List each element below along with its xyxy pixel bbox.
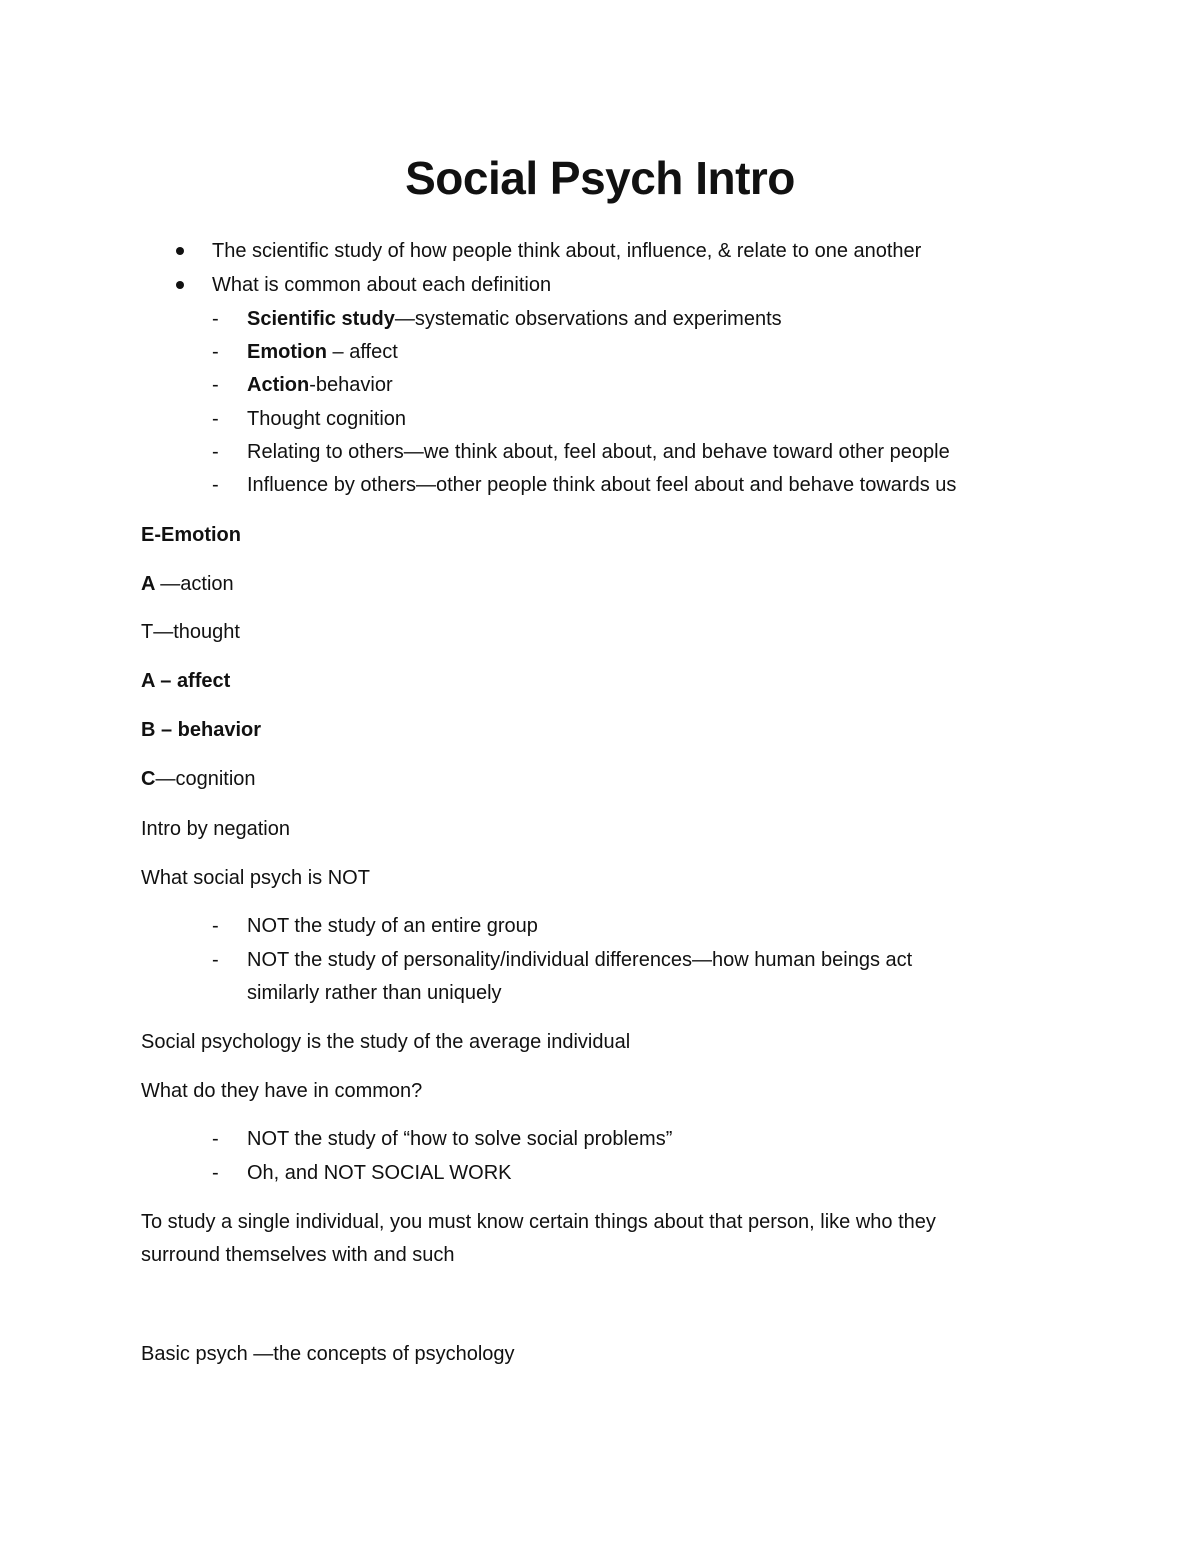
dash-marker: - xyxy=(212,441,219,463)
term-action: Action xyxy=(247,374,310,396)
basic-psych: Basic psych —the concepts of psychology xyxy=(141,1343,515,1365)
bullet-dot xyxy=(176,247,184,255)
dash-marker: - xyxy=(212,1162,219,1184)
dash-marker: - xyxy=(212,374,219,396)
abc-b-line xyxy=(141,716,261,744)
eat-t-term: T xyxy=(141,621,154,643)
eat-t-rest: —thought xyxy=(153,621,240,643)
not-heading: What social psych is NOT xyxy=(141,867,370,889)
term-scientific-study: Scientific study xyxy=(247,308,395,330)
bullet-common: What is common about each definition xyxy=(212,274,552,296)
desc-action: -behavior xyxy=(309,374,393,396)
single-individual-line-2: surround themselves with and such xyxy=(141,1244,455,1266)
desc-scientific-study: —systematic observations and experiments xyxy=(394,308,782,330)
common-question: What do they have in common? xyxy=(141,1080,423,1102)
eat-a-rest: —action xyxy=(160,573,234,595)
abc-c-line xyxy=(141,765,256,793)
abc-c-term: C xyxy=(141,768,156,790)
abc-c-rest: —cognition xyxy=(155,768,256,790)
abc-b-term: B – behavior xyxy=(141,719,262,741)
dash-marker: - xyxy=(212,915,219,937)
eat-t-line xyxy=(141,618,240,646)
sub-item-influence: Influence by others—other people think about feel about and behave towards us xyxy=(247,474,957,496)
bullet-dot xyxy=(176,281,184,289)
dash-marker: - xyxy=(212,408,219,430)
not-item-personality: NOT the study of personality/individual differences—how human beings act xyxy=(247,949,913,971)
abc-a-term: A – affect xyxy=(141,670,231,692)
page-title: Social Psych Intro xyxy=(405,152,795,204)
not-item-social-work: Oh, and NOT SOCIAL WORK xyxy=(247,1162,512,1184)
eat-a-line xyxy=(141,570,234,598)
sub-item-relating: Relating to others—we think about, feel about, and behave toward other people xyxy=(247,441,950,463)
dash-marker: - xyxy=(212,1128,219,1150)
single-individual-line-1: To study a single individual, you must know certain things about that person, like who they xyxy=(141,1211,936,1233)
abc-a-line xyxy=(141,667,230,695)
eat-e-line xyxy=(141,521,241,549)
dash-marker: - xyxy=(212,474,219,496)
average-individual: Social psychology is the study of the average individual xyxy=(141,1031,631,1053)
intro-by-negation: Intro by negation xyxy=(141,818,290,840)
sub-item-thought: Thought cognition xyxy=(247,408,407,430)
not-item-personality-cont: similarly rather than uniquely xyxy=(247,982,502,1004)
dash-marker: - xyxy=(212,949,219,971)
sub-item-scientific-study xyxy=(247,305,782,333)
not-item-social-problems: NOT the study of “how to solve social problems” xyxy=(247,1128,673,1150)
desc-emotion: – affect xyxy=(327,341,398,363)
sub-item-action xyxy=(247,371,393,399)
dash-marker: - xyxy=(212,308,219,330)
sub-item-emotion xyxy=(247,338,398,366)
dash-marker: - xyxy=(212,341,219,363)
eat-e-term: E-Emotion xyxy=(141,524,241,546)
bullet-definition: The scientific study of how people think about, influence, & relate to one another xyxy=(212,240,922,262)
term-emotion: Emotion xyxy=(247,341,327,363)
not-item-group: NOT the study of an entire group xyxy=(247,915,538,937)
eat-a-term: A xyxy=(141,573,161,595)
